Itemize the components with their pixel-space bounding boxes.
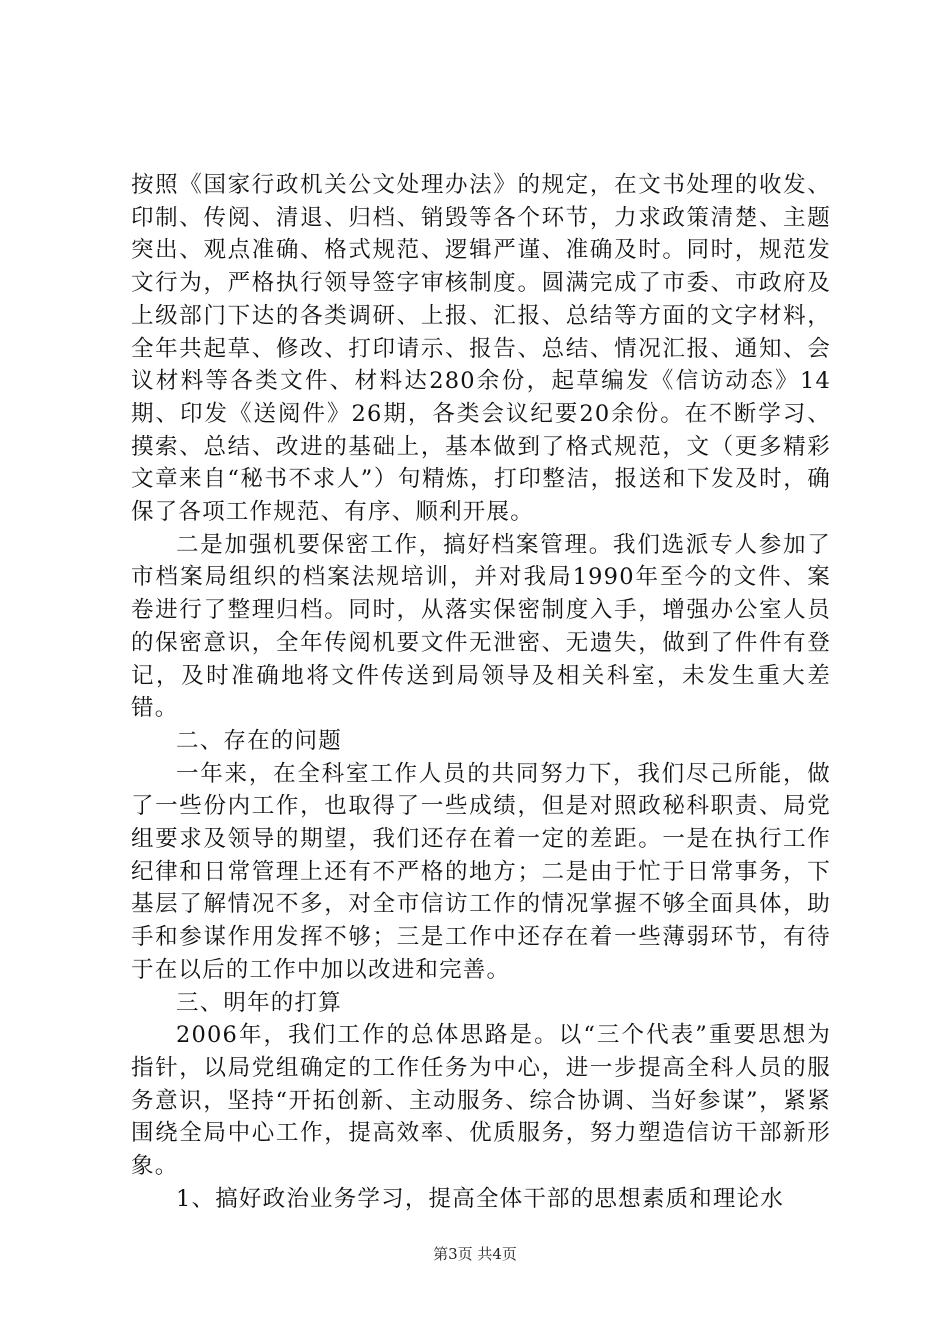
paragraph-confidential-archives: 二是加强机要保密工作，搞好档案管理。我们选派专人参加了市档案局组织的档案法规培训，并对我局1990年至今的文件、案卷进行了整理归档。同时，从落实保密制度入手，增强办公室人员的保密意识，全年传阅机要文件无泄密、无遗失，做到了件件有登记，及时准确地将文件传送到局领导及相关科室，未发生重大差错。 [131,531,831,722]
paragraph-problems: 一年来，在全科室工作人员的共同努力下，我们尽己所能，做了一些份内工作，也取得了一些成绩，但是对照政秘科职责、局党组要求及领导的期望，我们还存在着一定的差距。一是在执行工作纪律和日常管理上还有不严格的地方；二是由于忙于日常事务，下基层了解情况不多，对全市信访工作的情况掌握不够全面具体，助手和参谋作用发挥不够；三是工作中还存在着一些薄弱环节，有待于在以后的工作中加以改进和完善。 [131,760,831,983]
paragraph-item-1-study: 1、搞好政治业务学习，提高全体干部的思想素质和理论水 [176,1185,785,1212]
section-heading-problems: 二、存在的问题 [176,727,342,754]
section-heading-next-year-plan: 三、明年的打算 [176,989,342,1016]
paragraph-document-handling: 按照《国家行政机关公文处理办法》的规定，在文书处理的收发、印制、传阅、清退、归档、销毁等各个环节，力求政策清楚、主题突出、观点准确、格式规范、逻辑严谨、准确及时。同时，规范发文行为，严格执行领导签字审核制度。圆满完成了市委、市政府及上级部门下达的各类调研、上报、汇报、总结等方面的文字材料，全年共起草、修改、打印请示、报告、总结、情况汇报、通知、会议材料等各类文件、材料达280余份，起草编发《信访动态》14期、印发《送阅件》26期，各类会议纪要20余份。在不断学习、摸索、总结、改进的基础上，基本做到了格式规范，文（更多精彩文章来自“秘书不求人”）句精炼，打印整洁，报送和下发及时，确保了各项工作规范、有序、顺利开展。 [131,172,831,526]
page-number-footer: 第3页 共4页 [433,1245,517,1263]
document-body [131,169,831,1216]
paragraph-overall-approach: 2006年，我们工作的总体思路是。以“三个代表”重要思想为指针，以局党组确定的工作任务为中心，进一步提高全科人员的服务意识，坚持“开拓创新、主动服务、综合协调、当好参谋”，紧紧围绕全局中心工作，提高效率、优质服务，努力塑造信访干部新形象。 [131,1022,831,1180]
